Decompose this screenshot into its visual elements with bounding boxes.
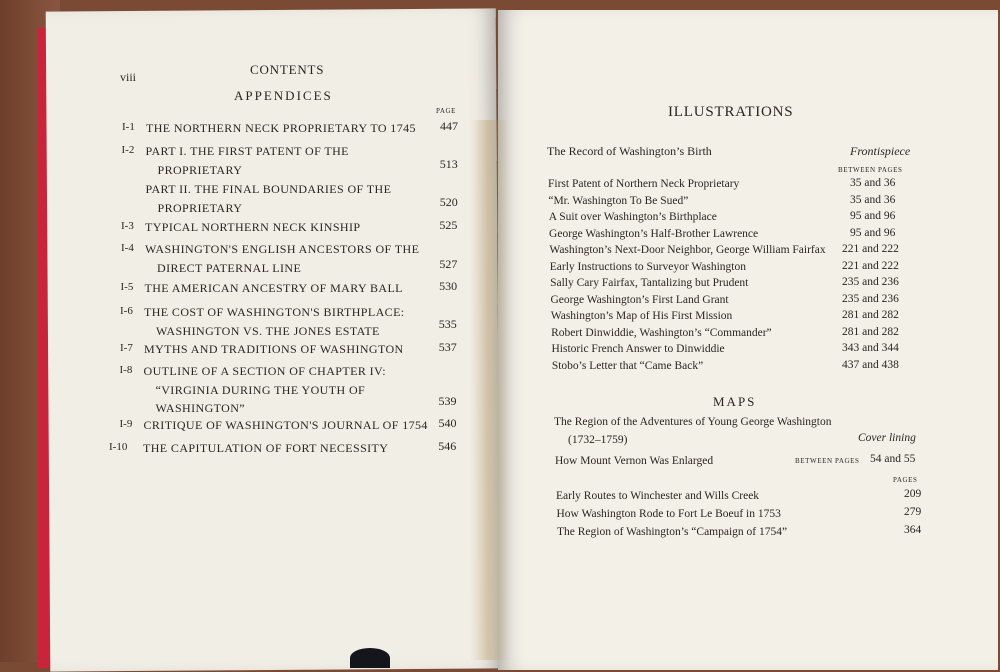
appendices-title: APPENDICES	[234, 88, 333, 103]
appendix-title-line: DIRECT PATERNAL LINE	[157, 260, 302, 275]
gutter-stain	[470, 120, 510, 660]
appendix-title-line: WASHINGTON”	[155, 401, 246, 415]
appendix-title-line: MYTHS AND TRADITIONS OF WASHINGTON	[144, 342, 404, 356]
appendix-number: I-7	[120, 342, 133, 354]
appendix-title-line: “VIRGINIA DURING THE YOUTH OF	[155, 382, 366, 397]
cover-lining-label: Cover lining	[858, 432, 916, 444]
map-page: 279	[904, 506, 922, 518]
appendix-title-line: OUTLINE OF A SECTION OF CHAPTER IV:	[143, 364, 386, 378]
illustration-title: Early Instructions to Surveyor Washington	[549, 260, 747, 273]
map-page: 209	[904, 488, 922, 500]
illustration-title: “Mr. Washington To Be Sued”	[548, 194, 689, 207]
appendix-page-number: 527	[439, 257, 458, 271]
finger-shadow	[350, 648, 390, 668]
between-pages-header: BETWEEN PAGES	[838, 166, 903, 174]
illustration-pages: 281 and 282	[842, 309, 899, 321]
appendix-title-line: THE AMERICAN ANCESTRY OF MARY BALL	[144, 281, 403, 295]
illustration-pages: 35 and 36	[850, 193, 896, 206]
appendix-number: I-10	[109, 441, 128, 453]
appendix-number: I-9	[119, 418, 133, 430]
appendix-page-number: 535	[438, 317, 457, 331]
illustration-pages: 235 and 236	[842, 292, 899, 305]
appendix-number: I-8	[119, 364, 133, 376]
appendix-number: I-2	[121, 144, 135, 156]
illustrations-title: ILLUSTRATIONS	[668, 104, 794, 120]
appendix-number: I-1	[122, 121, 135, 133]
appendix-page-number: 447	[440, 119, 458, 133]
frontispiece-title: The Record of Washington’s Birth	[547, 144, 712, 158]
illustration-title: George Washington’s Half-Brother Lawrence	[549, 227, 759, 240]
illustration-pages: 281 and 282	[842, 325, 899, 338]
illustration-title: Stobo’s Letter that “Came Back”	[551, 359, 704, 372]
illustration-pages: 235 and 236	[842, 276, 899, 288]
appendix-page-number: 513	[439, 157, 458, 171]
appendix-title-line: THE NORTHERN NECK PROPRIETARY TO 1745	[146, 121, 416, 135]
illustration-title: Robert Dinwiddie, Washington’s “Commander”	[551, 326, 772, 339]
illustration-title: First Patent of Northern Neck Proprietary	[548, 178, 740, 190]
appendix-page-number: 525	[439, 218, 458, 232]
appendix-title-line: THE COST OF WASHINGTON'S BIRTHPLACE:	[144, 305, 405, 319]
appendix-number: I-6	[120, 305, 133, 317]
map-title: Early Routes to Winchester and Wills Creek	[556, 490, 760, 502]
maps-title: MAPS	[713, 394, 757, 409]
map-region-line2: (1732–1759)	[568, 434, 628, 446]
illustration-pages: 35 and 36	[850, 177, 896, 189]
bleed-through-text	[130, 150, 133, 162]
illustration-title: George Washington’s First Land Grant	[550, 293, 729, 306]
map-enlarged-between-label: BETWEEN PAGES	[795, 457, 860, 465]
appendix-title-line: PROPRIETARY	[157, 162, 243, 177]
illustration-pages: 221 and 222	[842, 243, 899, 255]
running-head: CONTENTS	[250, 62, 325, 77]
map-page: 364	[904, 524, 922, 536]
frontispiece-label: Frontispiece	[850, 144, 911, 158]
illustration-title: Sally Cary Fairfax, Tantalizing but Prudent	[550, 277, 749, 289]
appendix-title-line: PROPRIETARY	[157, 200, 243, 215]
illustration-pages: 437 and 438	[842, 358, 899, 371]
appendix-page-number: 540	[438, 416, 457, 430]
illustration-pages: 95 and 96	[850, 210, 896, 222]
page-folio: viii	[120, 70, 137, 84]
illustration-title: Historic French Answer to Dinwiddie	[551, 343, 725, 355]
map-title: How Washington Rode to Fort Le Boeuf in 1753	[556, 508, 781, 520]
appendix-page-number: 537	[438, 340, 457, 354]
appendix-number: I-3	[121, 220, 134, 232]
appendix-title-line: TYPICAL NORTHERN NECK KINSHIP	[145, 220, 361, 234]
illustration-pages: 95 and 96	[850, 226, 896, 239]
illustration-title: Washington’s Map of His First Mission	[550, 310, 733, 322]
appendix-number: I-4	[121, 242, 134, 254]
appendix-page-number: 520	[439, 195, 458, 209]
appendix-title-line: WASHINGTON'S ENGLISH ANCESTORS OF THE	[145, 242, 420, 256]
map-region-line1: The Region of the Adventures of Young George Washington	[554, 416, 832, 428]
appendix-title-line: THE CAPITULATION OF FORT NECESSITY	[143, 441, 389, 455]
map-enlarged-title: How Mount Vernon Was Enlarged	[555, 455, 714, 467]
page-column-header: PAGE	[436, 107, 457, 115]
appendix-title-line: PART II. THE FINAL BOUNDARIES OF THE	[145, 182, 392, 196]
appendix-page-number: 546	[438, 439, 457, 453]
appendix-number: I-5	[120, 281, 134, 293]
map-enlarged-pages: 54 and 55	[870, 453, 916, 465]
appendix-title-line: WASHINGTON VS. THE JONES ESTATE	[156, 323, 380, 338]
appendix-title-line: PART I. THE FIRST PATENT OF THE	[145, 144, 349, 158]
map-title: The Region of Washington’s “Campaign of 1754”	[557, 526, 788, 538]
illustration-title: Washington’s Next-Door Neighbor, George William Fairfax	[549, 244, 826, 256]
appendix-page-number: 530	[439, 279, 458, 293]
appendix-page-number: 539	[438, 394, 457, 408]
appendix-title-line: CRITIQUE OF WASHINGTON'S JOURNAL OF 1754	[143, 418, 428, 432]
illustration-pages: 343 and 344	[842, 342, 899, 354]
illustration-title: A Suit over Washington’s Birthplace	[548, 211, 717, 223]
pages-header: PAGES	[893, 476, 918, 484]
illustration-pages: 221 and 222	[842, 259, 899, 272]
